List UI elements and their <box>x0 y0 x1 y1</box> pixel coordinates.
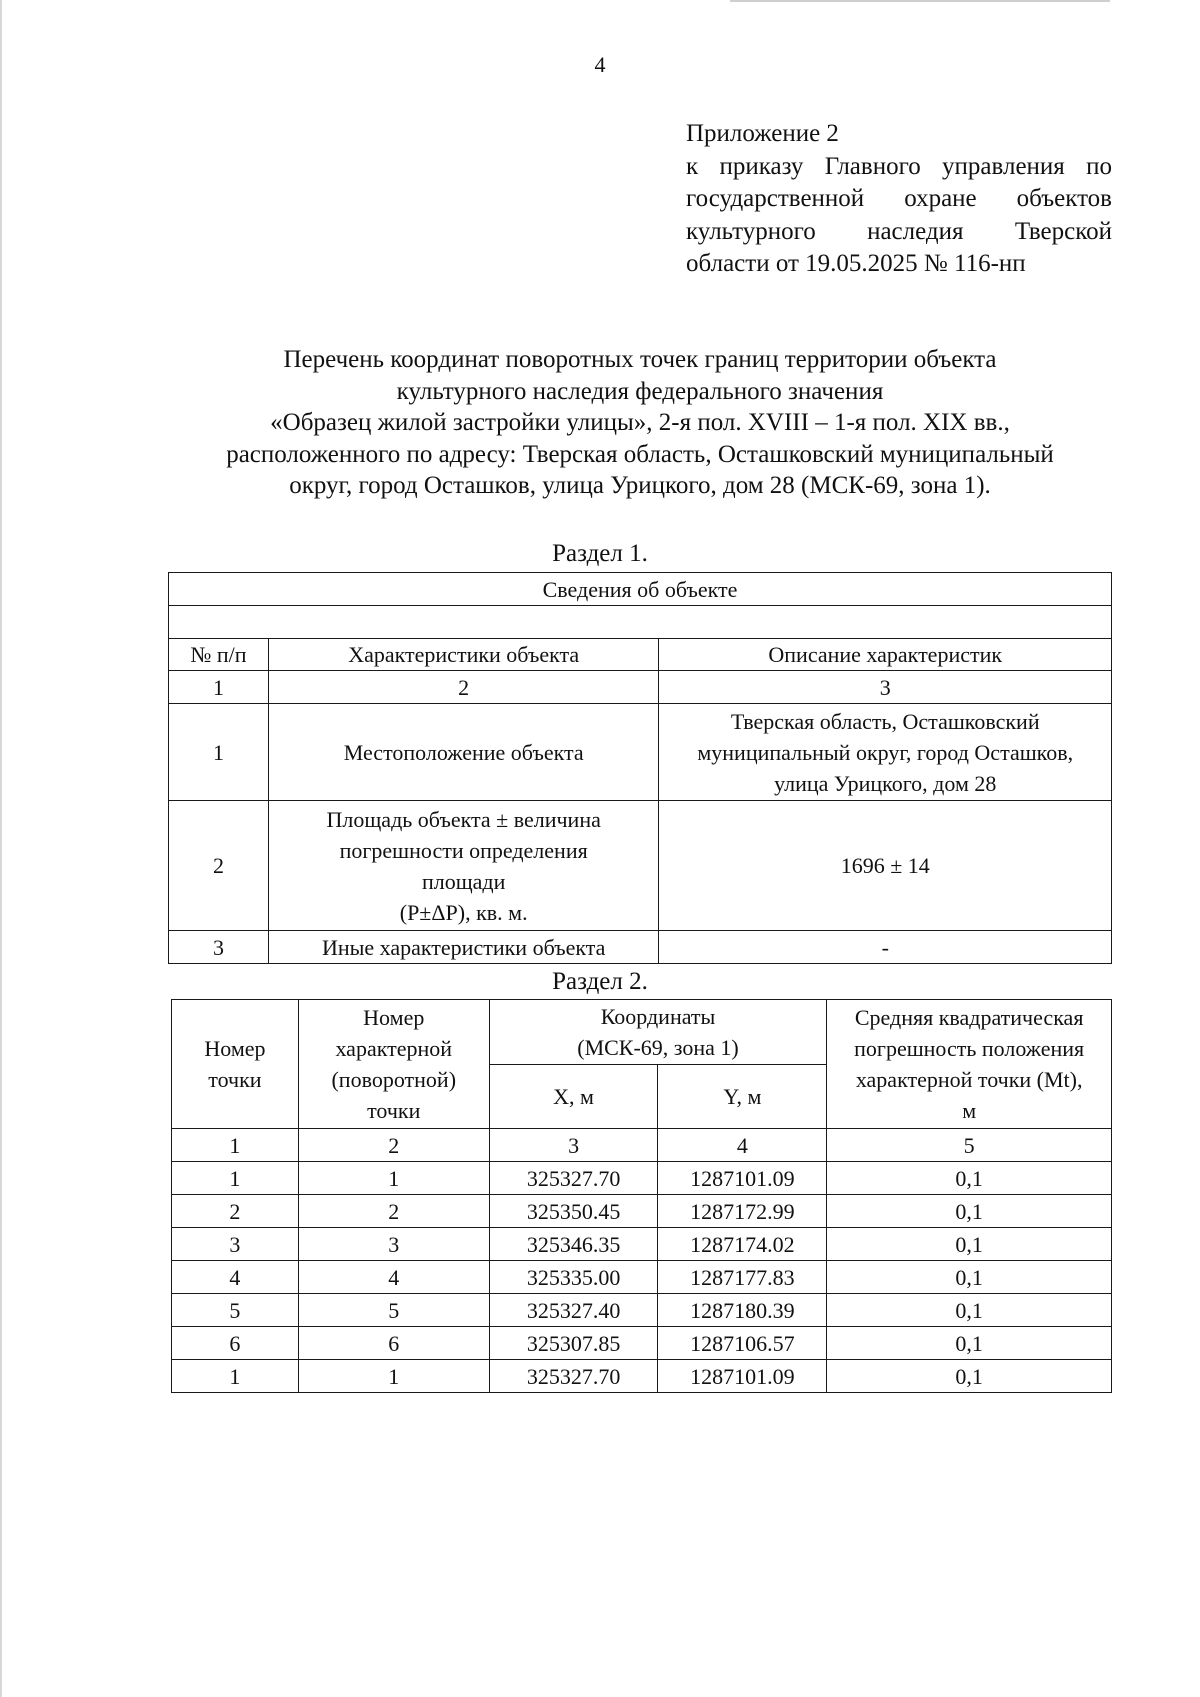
header-coordinates <box>489 1000 827 1065</box>
cell-line: (МСК-69, зона 1) <box>577 1035 739 1060</box>
cell-line: Иные характеристики объекта <box>321 934 606 960</box>
char-point-number-cell: 4 <box>298 1261 489 1294</box>
empty-row <box>169 606 1112 639</box>
title-line: округ, город Осташков, улица Урицкого, дом 28 (МСК-69, зона 1). <box>289 472 991 499</box>
table-row <box>172 1000 1112 1065</box>
x-cell: 325327.70 <box>489 1162 658 1195</box>
table-row <box>172 1327 1112 1360</box>
y-cell: 1287174.02 <box>658 1228 827 1261</box>
table-row <box>169 704 1112 801</box>
error-cell: 0,1 <box>827 1360 1112 1393</box>
error-cell: 0,1 <box>827 1294 1112 1327</box>
scan-top-mark <box>730 0 1110 2</box>
y-cell: 1287177.83 <box>658 1261 827 1294</box>
cell-line: характерной <box>335 1036 453 1061</box>
title-line: Перечень координат поворотных точек границ территории объекта <box>283 346 997 373</box>
characteristic-cell <box>268 931 659 964</box>
point-number-cell: 4 <box>172 1261 299 1294</box>
error-cell: 0,1 <box>827 1327 1112 1360</box>
table-row <box>172 1294 1112 1327</box>
description-cell <box>659 704 1112 801</box>
y-cell: 1287180.39 <box>658 1294 827 1327</box>
cell-line: Средняя квадратическая <box>854 1005 1084 1030</box>
char-point-number-cell: 1 <box>298 1360 489 1393</box>
cell-line: - <box>881 934 889 960</box>
cell-line: муниципальный округ, город Осташков, <box>697 739 1074 765</box>
scan-edge <box>0 0 2 1697</box>
section1-table <box>168 572 1112 964</box>
header-point-number <box>172 1000 299 1129</box>
x-cell: 325327.70 <box>489 1360 658 1393</box>
section2-caption: Раздел 2. <box>552 968 648 995</box>
title-line: «Образец жилой застройки улицы», 2-я пол. XVIII – 1-я пол. XIX вв., <box>270 409 1010 436</box>
cell-line: погрешность положения <box>854 1036 1085 1061</box>
characteristic-cell <box>268 704 659 801</box>
table-row <box>172 1360 1112 1393</box>
char-point-number-cell: 1 <box>298 1162 489 1195</box>
point-number-cell: 6 <box>172 1327 299 1360</box>
cell-line: (Р±ΔР), кв. м. <box>399 899 528 925</box>
x-cell: 325350.45 <box>489 1195 658 1228</box>
column-number: 3 <box>489 1129 658 1162</box>
column-header: Характеристики объекта <box>268 639 659 671</box>
column-number: 5 <box>827 1129 1112 1162</box>
cell-line: точки <box>208 1067 262 1092</box>
column-number: 2 <box>298 1129 489 1162</box>
cell-line: (поворотной) <box>331 1067 457 1092</box>
table-row <box>172 1162 1112 1195</box>
table-row <box>169 671 1112 704</box>
cell-line: Номер <box>204 1036 266 1061</box>
x-cell: 325327.40 <box>489 1294 658 1327</box>
row-number: 1 <box>169 704 269 801</box>
y-cell: 1287101.09 <box>658 1360 827 1393</box>
error-cell: 0,1 <box>827 1162 1112 1195</box>
point-number-cell: 1 <box>172 1360 299 1393</box>
header-x: X, м <box>489 1065 658 1129</box>
cell-line: Координаты <box>600 1004 716 1029</box>
column-number: 1 <box>172 1129 299 1162</box>
cell-line: Номер <box>363 1005 425 1030</box>
cell-line: точки <box>367 1098 421 1123</box>
y-cell: 1287101.09 <box>658 1162 827 1195</box>
x-cell: 325346.35 <box>489 1228 658 1261</box>
page-number: 4 <box>594 52 606 77</box>
x-cell: 325307.85 <box>489 1327 658 1360</box>
point-number-cell: 3 <box>172 1228 299 1261</box>
char-point-number-cell: 3 <box>298 1228 489 1261</box>
header-y: Y, м <box>658 1065 827 1129</box>
cell-line: Тверская область, Осташковский <box>730 708 1040 734</box>
characteristic-cell <box>268 801 659 931</box>
appendix-line: культурного наследия Тверской <box>686 217 1112 245</box>
header-char-point-number <box>298 1000 489 1129</box>
appendix-block <box>686 118 1112 281</box>
char-point-number-cell: 5 <box>298 1294 489 1327</box>
column-number: 3 <box>659 671 1112 704</box>
table-row <box>172 1228 1112 1261</box>
appendix-line: Приложение 2 <box>686 120 839 147</box>
document-title <box>160 344 1120 502</box>
error-cell: 0,1 <box>827 1228 1112 1261</box>
point-number-cell: 2 <box>172 1195 299 1228</box>
table-row <box>169 573 1112 606</box>
cell-line: м <box>962 1098 977 1123</box>
column-header: Описание характеристик <box>659 639 1112 671</box>
column-number: 1 <box>169 671 269 704</box>
cell-line: 1696 ± 14 <box>840 853 930 878</box>
cell-line: Местоположение объекта <box>343 739 584 765</box>
y-cell: 1287172.99 <box>658 1195 827 1228</box>
appendix-line: области от 19.05.2025 № 116-нп <box>686 250 1026 277</box>
y-cell: 1287106.57 <box>658 1327 827 1360</box>
cell-line: характерной точки (Mt), <box>855 1067 1083 1092</box>
section1-header: Сведения об объекте <box>169 573 1112 606</box>
header-error <box>827 1000 1112 1129</box>
cell-line: погрешности определения <box>339 837 588 863</box>
table-row <box>169 801 1112 931</box>
section1-caption: Раздел 1. <box>552 540 648 567</box>
cell-line: улица Урицкого, дом 28 <box>774 770 997 796</box>
cell-line: площади <box>421 868 506 894</box>
char-point-number-cell: 6 <box>298 1327 489 1360</box>
column-number: 4 <box>658 1129 827 1162</box>
section2-table <box>171 999 1112 1393</box>
column-number: 2 <box>268 671 659 704</box>
table-row <box>172 1195 1112 1228</box>
point-number-cell: 1 <box>172 1162 299 1195</box>
char-point-number-cell: 2 <box>298 1195 489 1228</box>
table-row <box>172 1129 1112 1162</box>
title-line: культурного наследия федерального значения <box>396 377 884 405</box>
error-cell: 0,1 <box>827 1195 1112 1228</box>
cell-line: Площадь объекта ± величина <box>326 806 601 832</box>
table-row <box>169 639 1112 671</box>
error-cell: 0,1 <box>827 1261 1112 1294</box>
description-cell <box>659 801 1112 931</box>
table-row <box>169 931 1112 964</box>
row-number: 3 <box>169 931 269 964</box>
appendix-line: государственной охране объектов <box>686 185 1112 212</box>
table-row <box>169 606 1112 639</box>
appendix-line: к приказу Главного управления по <box>686 152 1112 180</box>
description-cell <box>659 931 1112 964</box>
point-number-cell: 5 <box>172 1294 299 1327</box>
column-header: № п/п <box>169 639 269 671</box>
row-number: 2 <box>169 801 269 931</box>
table-row <box>172 1261 1112 1294</box>
x-cell: 325335.00 <box>489 1261 658 1294</box>
title-line: расположенного по адресу: Тверская область, Осташковский муниципальный <box>226 440 1054 468</box>
